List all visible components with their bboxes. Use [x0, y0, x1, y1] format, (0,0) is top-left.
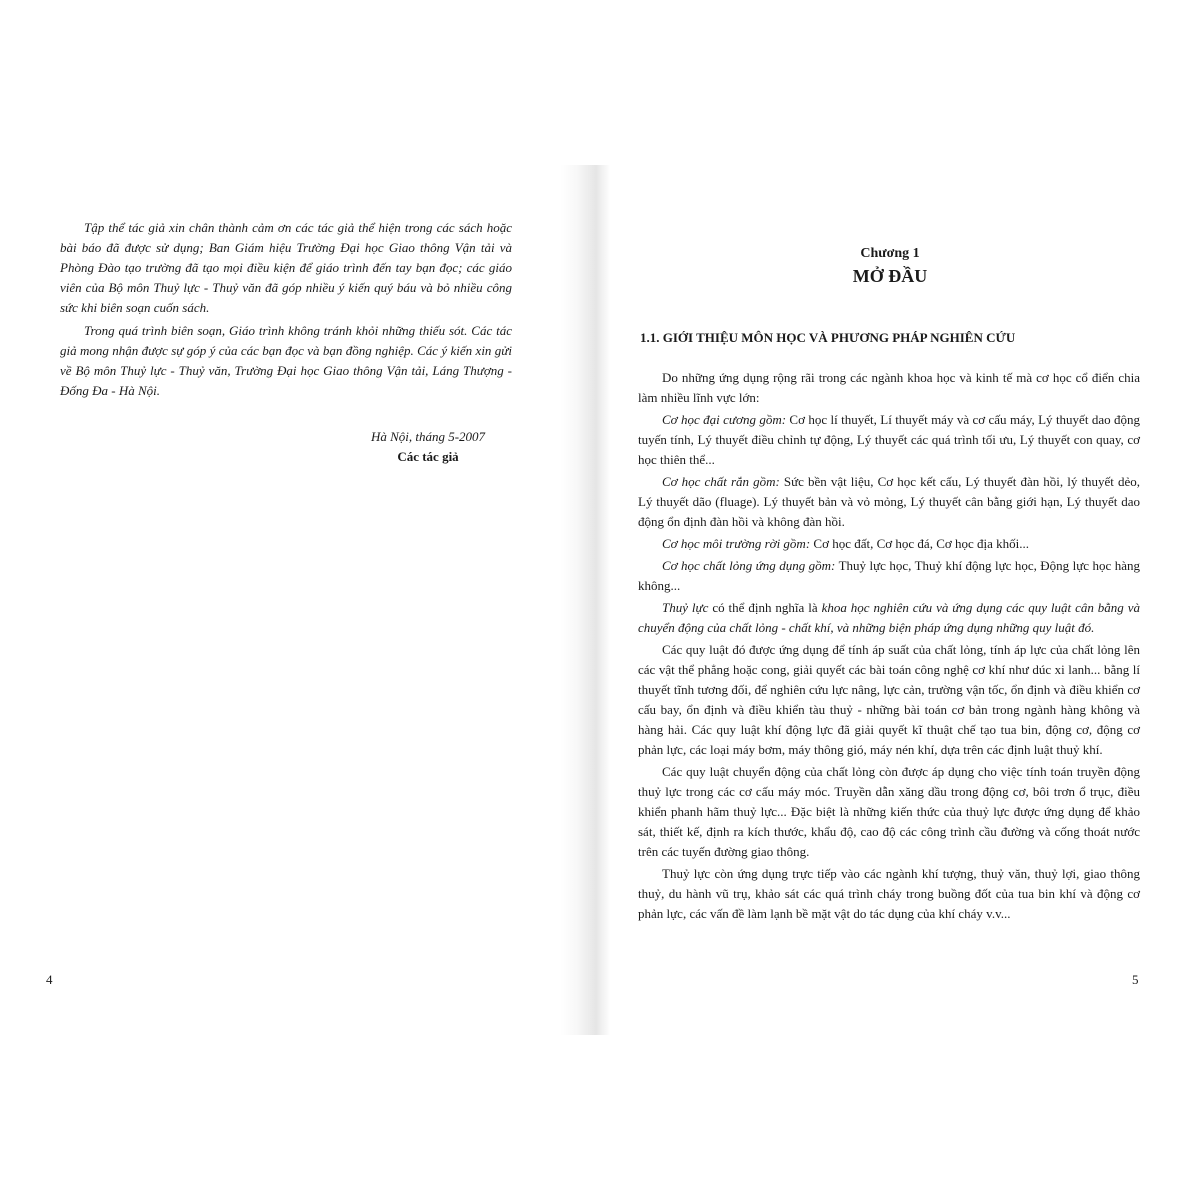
section-heading: 1.1. GIỚI THIỆU MÔN HỌC VÀ PHƯƠNG PHÁP NGHIÊN CỨU	[640, 330, 1016, 345]
page-number-right: 5	[1132, 972, 1139, 987]
signature-place-date: Hà Nội, tháng 5-2007	[370, 429, 486, 444]
signature-authors: Các tác giả	[397, 449, 459, 464]
solid-mechanics-text: Sức bền vật liệu, Cơ học kết cấu, Lý thuyết đàn hồi, lý thuyết dẻo, Lý thuyết dão (fluage). Lý thuyết bản và vỏ mỏng, Lý thuyết cân bằng giới hạn, Lý thuyết dao động ổn định đàn hồi và không đàn hồi.	[638, 474, 1140, 529]
granular-mechanics-label: Cơ học môi trường rời gồm:	[662, 536, 811, 551]
direct-applications-paragraph: Thuỷ lực còn ứng dụng trực tiếp vào các ngành khí tượng, thuỷ văn, thuỷ lợi, giao thông thuỷ, du hành vũ trụ, khảo sát các quá trình cháy trong buồng đốt của tua bin khí và động cơ phản lực, các vấn đề làm lạnh bề mặt vật do tác dụng của khí cháy v.v...	[638, 866, 1140, 921]
chapter-label: Chương 1	[860, 246, 920, 261]
right-page-body	[638, 368, 1140, 926]
feedback-paragraph: Trong quá trình biên soạn, Giáo trình không tránh khỏi những thiếu sót. Các tác giả mong nhận được sự góp ý của các bạn đọc và bạn đồng nghiệp. Các ý kiến xin gửi về Bộ môn Thuỷ lực - Thuỷ văn, Trường Đại học Giao thông Vận tải, Láng Thượng - Đống Đa - Hà Nội.	[60, 323, 512, 398]
chapter-title: MỞ ĐẦU	[852, 266, 928, 286]
fluid-mechanics-label: Cơ học chất lỏng ứng dụng gồm:	[662, 558, 836, 573]
left-page-body	[60, 218, 512, 404]
granular-mechanics-paragraph	[638, 534, 1140, 554]
general-mechanics-paragraph	[638, 410, 1140, 470]
signature-block	[358, 427, 498, 467]
general-mechanics-label: Cơ học đại cương gồm:	[662, 412, 787, 427]
applications-paragraph: Các quy luật đó được ứng dụng để tính áp suất của chất lỏng, tính áp lực của chất lỏng lên các vật thể phẳng hoặc cong, giải quyết các bài toán công nghệ cơ khí như dúc xi lanh... bằng lí thuyết tĩnh tương đối, để nghiên cứu lực nâng, lực cản, trường vận tốc, ổn định và điều khiển cơ cấu bay, ổn định và điều khiển tàu thuỷ - những bài toán cơ bản trong ngành hàng không và hàng hải. Các quy luật khí động lực đã giải quyết kĩ thuật chế tạo tua bin, động cơ, động cơ phản lực, các loại máy bơm, máy thông gió, máy nén khí, dựa trên các định luật thuỷ khí.	[638, 642, 1140, 757]
solid-mechanics-paragraph	[638, 472, 1140, 532]
intro-paragraph: Do những ứng dụng rộng rãi trong các ngành khoa học và kinh tế mà cơ học cổ điển chia làm nhiều lĩnh vực lớn:	[638, 370, 1140, 405]
general-mechanics-text: Cơ học lí thuyết, Lí thuyết máy và cơ cấu máy, Lý thuyết dao động tuyến tính, Lý thuyết điều chỉnh tự động, Lý thuyết các quá trình tối ưu, Lý thuyết con quay, cơ học thiên thể...	[638, 412, 1140, 467]
hydraulics-definition: khoa học nghiên cứu và ứng dụng các quy luật cân bằng và chuyển động của chất lỏng - chất khí, và những biện pháp ứng dụng những quy luật đó.	[638, 600, 1140, 635]
solid-mechanics-label: Cơ học chất rắn gồm:	[662, 474, 780, 489]
motion-laws-paragraph: Các quy luật chuyển động của chất lỏng còn được áp dụng cho việc tính toán truyền động thuỷ lực trong các cơ cấu máy móc. Truyền dẫn xăng dầu trong động cơ, bôi trơn ổ trục, điều khiển phanh hãm thuỷ lực... Đặc biệt là những kiến thức của thuỷ lực được ứng dụng để khảo sát, thiết kế, định ra kích thước, khẩu độ, cao độ các công trình cầu đường và cống thoát nước trên các tuyến đường giao thông.	[638, 764, 1140, 859]
hydraulics-term: Thuỷ lực	[662, 600, 709, 615]
book-gutter	[560, 165, 610, 1035]
hydraulics-definition-intro: có thể định nghĩa là	[708, 600, 822, 615]
granular-mechanics-text: Cơ học đất, Cơ học đá, Cơ học địa khối...	[810, 536, 1029, 551]
fluid-mechanics-text: Thuỷ lực học, Thuỷ khí động lực học, Động lực học hàng không...	[638, 558, 1140, 593]
acknowledgement-paragraph: Tập thể tác giả xin chân thành cảm ơn các tác giả thể hiện trong các sách hoặc bài báo đã được sử dụng; Ban Giám hiệu Trường Đại học Giao thông Vận tải và Phòng Đào tạo trường đã tạo mọi điều kiện để giáo trình đến tay bạn đọc; các giáo viên của Bộ môn Thuỷ lực - Thuỷ văn đã góp nhiều ý kiến quý báu và bỏ nhiều công sức khi biên soạn cuốn sách.	[60, 220, 512, 315]
page-number-left: 4	[46, 972, 53, 987]
fluid-mechanics-paragraph	[638, 556, 1140, 596]
hydraulics-definition-paragraph	[638, 598, 1140, 638]
